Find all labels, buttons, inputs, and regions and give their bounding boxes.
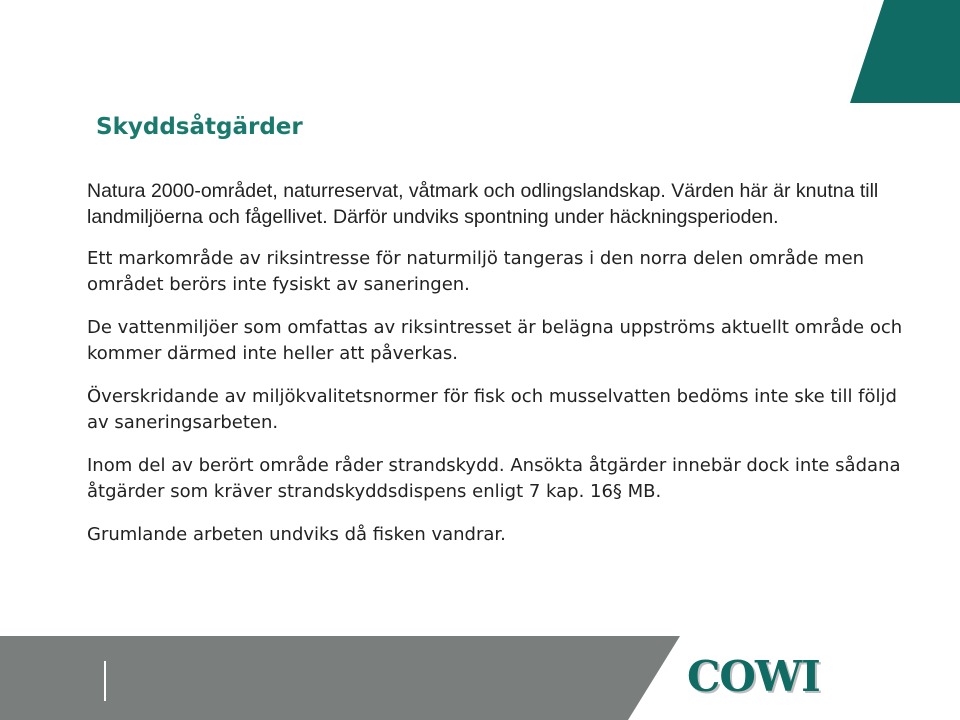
slide-body <box>87 178 907 566</box>
corner-decoration <box>850 0 960 103</box>
paragraph-miljokvalitetsnormer: Överskridande av miljökvalitetsnormer för fisk och musselvatten bedöms inte ske till följd av saneringsarbeten. <box>87 386 897 433</box>
footer-divider <box>104 661 106 701</box>
paragraph-natura: Natura 2000-området, naturreservat, våtmark och odlingslandskap. Värden här är knutna till landmiljöerna och fågellivet. Därför undviks spontning under häckningsperioden. <box>87 180 879 228</box>
cowi-logo: COWI <box>687 652 820 701</box>
paragraph-vattenmiljoer: De vattenmiljöer som omfattas av riksintresset är belägna uppströms aktuellt område och kommer därmed inte heller att påverkas. <box>87 317 903 364</box>
paragraph-grumlande: Grumlande arbeten undviks då fisken vandrar. <box>87 524 506 545</box>
paragraph-strandskydd: Inom del av berört område råder strandskydd. Ansökta åtgärder innebär dock inte sådana åtgärder som kräver strandskyddsdispens enligt 7 kap. 16§ MB. <box>87 455 901 502</box>
slide-title: Skyddsåtgärder <box>96 114 303 140</box>
paragraph-riksintresse-naturmiljo: Ett markområde av riksintresse för naturmiljö tangeras i den norra delen område men området berörs inte fysiskt av saneringen. <box>87 248 865 295</box>
